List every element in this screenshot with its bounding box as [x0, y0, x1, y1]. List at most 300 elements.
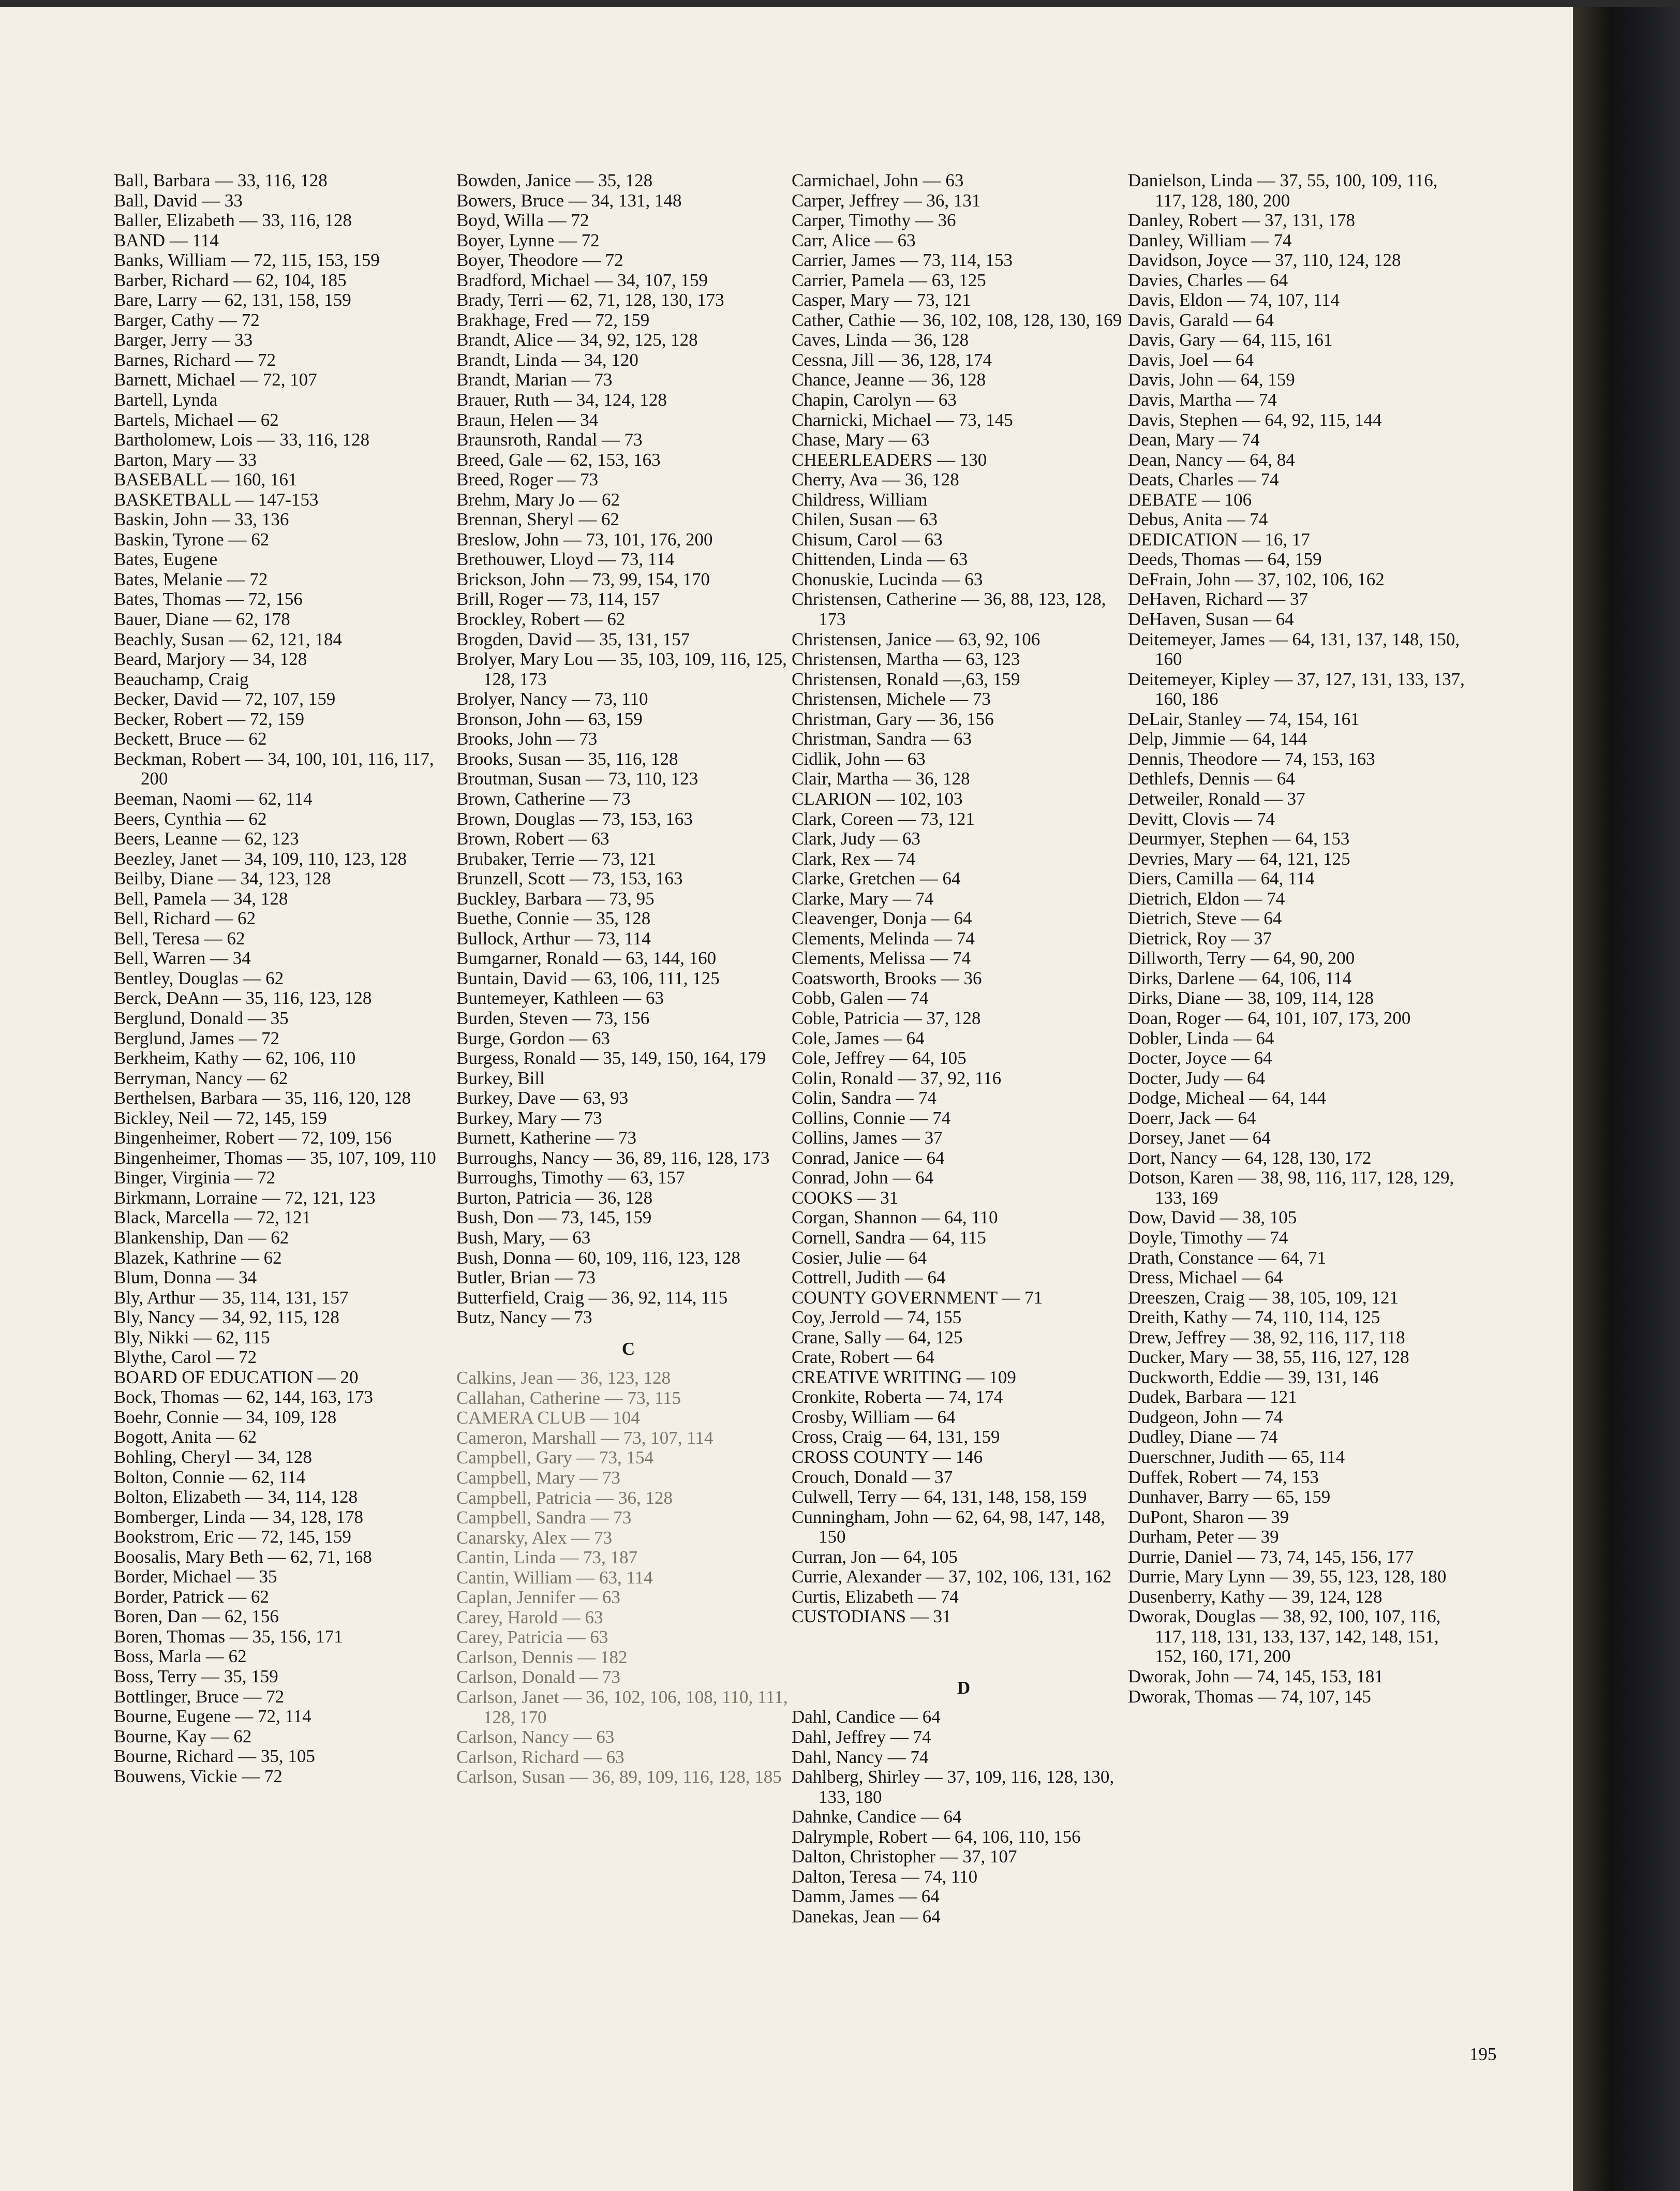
index-entry: Boren, Dan — 62, 156 — [114, 1606, 279, 1627]
index-entry: Cunningham, John — 62, 64, 98, 147, 148, 150 — [792, 1506, 1105, 1547]
index-entry: DeHaven, Susan — 64 — [1128, 609, 1294, 630]
index-entry: Chittenden, Linda — 63 — [792, 549, 968, 570]
index-entry: Burkey, Bill — [456, 1068, 545, 1088]
index-entry: Braun, Helen — 34 — [456, 409, 599, 430]
index-entry: Dreeszen, Craig — 38, 105, 109, 121 — [1128, 1287, 1399, 1308]
index-entry: Doan, Roger — 64, 101, 107, 173, 200 — [1128, 1008, 1411, 1028]
index-entry: Clarke, Gretchen — 64 — [792, 868, 961, 889]
index-entry: Christensen, Catherine — 36, 88, 123, 128, 173 — [792, 589, 1106, 630]
index-entry: Docter, Judy — 64 — [1128, 1068, 1265, 1088]
index-entry: Cole, Jeffrey — 64, 105 — [792, 1048, 967, 1069]
index-entry: Davis, Joel — 64 — [1128, 349, 1254, 370]
index-entry: Cantin, Linda — 73, 187 — [456, 1547, 637, 1568]
index-entry: Berthelsen, Barbara — 35, 116, 120, 128 — [114, 1088, 411, 1108]
index-entry: Broutman, Susan — 73, 110, 123 — [456, 768, 698, 789]
index-entry: Brown, Catherine — 73 — [456, 788, 631, 809]
index-entry: Collins, Connie — 74 — [792, 1107, 951, 1128]
index-entry: Crosby, William — 64 — [792, 1407, 956, 1427]
index-entry: Dalrymple, Robert — 64, 106, 110, 156 — [792, 1826, 1081, 1847]
index-entry: Bates, Thomas — 72, 156 — [114, 589, 303, 610]
index-entry: Bly, Nikki — 62, 115 — [114, 1327, 270, 1348]
index-entry: Dean, Nancy — 64, 84 — [1128, 449, 1295, 470]
index-entry: Dudek, Barbara — 121 — [1128, 1387, 1297, 1408]
index-entry: Bumgarner, Ronald — 63, 144, 160 — [456, 948, 717, 969]
index-entry: Devitt, Clovis — 74 — [1128, 808, 1275, 829]
index-column-3 — [792, 171, 1136, 1927]
index-entry: Damm, James — 64 — [792, 1886, 940, 1907]
index-entry: Chilen, Susan — 63 — [792, 509, 938, 530]
index-entry: Brown, Robert — 63 — [456, 828, 609, 849]
index-entry: Dahl, Candice — 64 — [792, 1707, 941, 1727]
index-entry: Burroughs, Timothy — 63, 157 — [456, 1167, 685, 1188]
index-entry: Carey, Harold — 63 — [456, 1607, 603, 1627]
index-entry: Davis, Garald — 64 — [1128, 309, 1274, 330]
index-entry: Baskin, John — 33, 136 — [114, 509, 289, 530]
index-entry: Dahlberg, Shirley — 37, 109, 116, 128, 130, 133, 180 — [792, 1767, 1114, 1807]
index-entry: Breed, Roger — 73 — [456, 469, 599, 490]
index-entry: Dress, Michael — 64 — [1128, 1267, 1283, 1288]
index-entry: Danley, Robert — 37, 131, 178 — [1128, 210, 1356, 231]
index-entry: Deats, Charles — 74 — [1128, 469, 1279, 490]
index-entry: Blazek, Kathrine — 62 — [114, 1247, 282, 1268]
index-entry: Coble, Patricia — 37, 128 — [792, 1008, 981, 1028]
index-entry: Carrier, Pamela — 63, 125 — [792, 270, 986, 290]
index-entry: CAMERA CLUB — 104 — [456, 1408, 640, 1428]
index-entry: Devries, Mary — 64, 121, 125 — [1128, 848, 1350, 869]
index-entry: COUNTY GOVERNMENT — 71 — [792, 1287, 1043, 1308]
index-entry: Carper, Timothy — 36 — [792, 210, 956, 231]
index-entry: Danekas, Jean — 64 — [792, 1906, 941, 1927]
index-entry: Cameron, Marshall — 73, 107, 114 — [456, 1427, 713, 1448]
index-column-2 — [456, 171, 800, 1787]
index-entry: BOARD OF EDUCATION — 20 — [114, 1367, 359, 1387]
index-entry: Carlson, Janet — 36, 102, 106, 108, 110, 111, 128, 170 — [456, 1687, 788, 1727]
index-entry: Dean, Mary — 74 — [1128, 430, 1260, 450]
index-entry: Diers, Camilla — 64, 114 — [1128, 868, 1315, 889]
index-entry: Blum, Donna — 34 — [114, 1267, 257, 1288]
index-entry: Berck, DeAnn — 35, 116, 123, 128 — [114, 988, 372, 1009]
index-entry: Coy, Jerrold — 74, 155 — [792, 1307, 962, 1328]
index-entry: Bare, Larry — 62, 131, 158, 159 — [114, 290, 351, 310]
index-entry: Boehr, Connie — 34, 109, 128 — [114, 1407, 337, 1427]
index-entry: Collins, James — 37 — [792, 1128, 943, 1148]
index-entry: Becker, David — 72, 107, 159 — [114, 689, 336, 709]
index-entry: Campbell, Gary — 73, 154 — [456, 1447, 654, 1468]
index-entry: Burden, Steven — 73, 156 — [456, 1008, 650, 1028]
index-entry: Brill, Roger — 73, 114, 157 — [456, 589, 660, 610]
index-entry: Corgan, Shannon — 64, 110 — [792, 1207, 998, 1228]
index-entry: Caplan, Jennifer — 63 — [456, 1587, 620, 1608]
index-entry: Dudgeon, John — 74 — [1128, 1407, 1283, 1427]
index-entry: Bourne, Eugene — 72, 114 — [114, 1706, 311, 1727]
index-entry: Berkheim, Kathy — 62, 106, 110 — [114, 1048, 356, 1069]
index-entry: Doyle, Timothy — 74 — [1128, 1227, 1288, 1248]
index-entry: Bell, Warren — 34 — [114, 948, 251, 969]
index-entry: Cleavenger, Donja — 64 — [792, 908, 972, 929]
index-entry: Coatsworth, Brooks — 36 — [792, 968, 982, 988]
index-entry: Conrad, Janice — 64 — [792, 1147, 945, 1168]
index-entry: Christman, Sandra — 63 — [792, 729, 972, 749]
index-entry: Doerr, Jack — 64 — [1128, 1107, 1256, 1128]
index-entry: Brandt, Alice — 34, 92, 125, 128 — [456, 330, 698, 350]
index-entry: Carr, Alice — 63 — [792, 230, 916, 250]
scan-top-edge — [0, 0, 1680, 7]
index-entry: Cather, Cathie — 36, 102, 108, 128, 130, 169 — [792, 309, 1122, 330]
index-entry: Dobler, Linda — 64 — [1128, 1028, 1274, 1048]
index-entry: Barber, Richard — 62, 104, 185 — [114, 270, 347, 290]
index-entry: Brooks, John — 73 — [456, 729, 598, 749]
index-entry: Burnett, Katherine — 73 — [456, 1128, 636, 1148]
entries-d — [792, 1707, 1136, 1927]
index-entry: Brandt, Marian — 73 — [456, 369, 613, 390]
index-entry: Buethe, Connie — 35, 128 — [456, 908, 651, 929]
index-entry: Carlson, Dennis — 182 — [456, 1647, 628, 1667]
index-entry: Bolton, Elizabeth — 34, 114, 128 — [114, 1487, 358, 1507]
index-column-1 — [114, 171, 458, 1786]
index-entry: Bell, Teresa — 62 — [114, 928, 245, 949]
section-letter-c: C — [621, 1338, 635, 1359]
index-entry: Boosalis, Mary Beth — 62, 71, 168 — [114, 1546, 372, 1567]
index-entry: Bauer, Diane — 62, 178 — [114, 609, 290, 630]
index-entry: Becker, Robert — 72, 159 — [114, 708, 304, 729]
index-entry: Beachly, Susan — 62, 121, 184 — [114, 629, 343, 649]
index-entry: Bentley, Douglas — 62 — [114, 968, 284, 988]
index-entry: Cantin, William — 63, 114 — [456, 1567, 653, 1588]
index-entry: Ball, David — 33 — [114, 190, 243, 211]
index-entry: Drath, Constance — 64, 71 — [1128, 1247, 1326, 1268]
index-entry: Burroughs, Nancy — 36, 89, 116, 128, 173 — [456, 1147, 770, 1168]
index-entry: Boyer, Lynne — 72 — [456, 230, 600, 250]
index-entry: Davidson, Joyce — 37, 110, 124, 128 — [1128, 250, 1401, 271]
index-entry: CROSS COUNTY — 146 — [792, 1447, 983, 1467]
index-entry: Dworak, Douglas — 38, 92, 100, 107, 116, 117, 118, 131, 133, 137, 142, 148, 151, 152, 160, 171, 200 — [1128, 1606, 1441, 1667]
index-entry: Crouch, Donald — 37 — [792, 1467, 953, 1487]
index-entry: Dusenberry, Kathy — 39, 124, 128 — [1128, 1586, 1382, 1607]
index-entry: Colin, Ronald — 37, 92, 116 — [792, 1068, 1002, 1088]
index-entry: Beeman, Naomi — 62, 114 — [114, 788, 313, 809]
index-entry: Dunhaver, Barry — 65, 159 — [1128, 1487, 1331, 1507]
index-entry: Beers, Cynthia — 62 — [114, 808, 267, 829]
index-entry: Birkmann, Lorraine — 72, 121, 123 — [114, 1187, 376, 1208]
index-entry: Canarsky, Alex — 73 — [456, 1527, 613, 1548]
index-entry: Burton, Patricia — 36, 128 — [456, 1187, 653, 1208]
index-entry: Cessna, Jill — 36, 128, 174 — [792, 349, 992, 370]
index-entry: CUSTODIANS — 31 — [792, 1606, 951, 1627]
index-entry: Bourne, Kay — 62 — [114, 1726, 252, 1746]
index-entry: Butterfield, Craig — 36, 92, 114, 115 — [456, 1287, 728, 1308]
index-entry: CLARION — 102, 103 — [792, 788, 963, 809]
index-entry: Boyer, Theodore — 72 — [456, 250, 623, 271]
index-entry: Chapin, Carolyn — 63 — [792, 390, 957, 410]
index-entry: Cross, Craig — 64, 131, 159 — [792, 1427, 1000, 1447]
index-entry: Conrad, John — 64 — [792, 1167, 934, 1188]
index-entry: Baller, Elizabeth — 33, 116, 128 — [114, 210, 352, 231]
index-entry: Chonuskie, Lucinda — 63 — [792, 569, 983, 589]
index-entry: Beckman, Robert — 34, 100, 101, 116, 117, 200 — [114, 748, 434, 789]
index-entry: Brockley, Robert — 62 — [456, 609, 626, 630]
index-entry: Campbell, Mary — 73 — [456, 1468, 620, 1488]
index-entry: Bickley, Neil — 72, 145, 159 — [114, 1107, 327, 1128]
index-entry: Bullock, Arthur — 73, 114 — [456, 928, 651, 949]
index-entry: Chisum, Carol — 63 — [792, 529, 943, 550]
index-entry: Cosier, Julie — 64 — [792, 1247, 927, 1268]
index-entry: Berglund, James — 72 — [114, 1028, 280, 1048]
index-entry: Dalton, Teresa — 74, 110 — [792, 1866, 978, 1887]
index-entry: Curran, Jon — 64, 105 — [792, 1546, 958, 1567]
index-entry: Boyd, Willa — 72 — [456, 210, 589, 231]
index-entry: Bly, Arthur — 35, 114, 131, 157 — [114, 1287, 349, 1308]
entries-c-continued — [792, 171, 1136, 1627]
index-entry: Drew, Jeffrey — 38, 92, 116, 117, 118 — [1128, 1327, 1405, 1348]
index-entry: DEDICATION — 16, 17 — [1128, 529, 1310, 550]
index-entry: Debus, Anita — 74 — [1128, 509, 1268, 530]
index-entry: Clements, Melinda — 74 — [792, 928, 975, 949]
index-entry: Black, Marcella — 72, 121 — [114, 1207, 311, 1228]
index-entry: Brolyer, Nancy — 73, 110 — [456, 689, 648, 709]
index-entry: Dietrick, Roy — 37 — [1128, 928, 1272, 949]
index-column-4 — [1128, 171, 1472, 1707]
index-entry: Bush, Don — 73, 145, 159 — [456, 1207, 652, 1228]
index-entry: Burgess, Ronald — 35, 149, 150, 164, 179 — [456, 1048, 766, 1069]
index-entry: Ducker, Mary — 38, 55, 116, 127, 128 — [1128, 1347, 1409, 1368]
index-entry: Carey, Patricia — 63 — [456, 1627, 608, 1648]
index-entry: Christensen, Ronald —,63, 159 — [792, 669, 1020, 689]
index-entry: Banks, William — 72, 115, 153, 159 — [114, 250, 380, 271]
index-entry: Clark, Judy — 63 — [792, 828, 920, 849]
index-entry: Buckley, Barbara — 73, 95 — [456, 888, 655, 909]
index-entry: Danielson, Linda — 37, 55, 100, 109, 116, 117, 128, 180, 200 — [1128, 170, 1438, 211]
index-entry: Beauchamp, Craig — [114, 669, 249, 689]
index-entry: Carlson, Donald — 73 — [456, 1667, 620, 1687]
index-entry: Crate, Robert — 64 — [792, 1347, 935, 1368]
index-entry: Crane, Sally — 64, 125 — [792, 1327, 963, 1348]
index-entry: Braunsroth, Randal — 73 — [456, 430, 643, 450]
index-entry: DeHaven, Richard — 37 — [1128, 589, 1308, 610]
index-entry: Berglund, Donald — 35 — [114, 1008, 289, 1028]
index-entry: Binger, Virginia — 72 — [114, 1167, 276, 1188]
index-entry: Boss, Marla — 62 — [114, 1646, 247, 1667]
index-entry: Bush, Mary, — 63 — [456, 1227, 591, 1248]
index-entry: Deeds, Thomas — 64, 159 — [1128, 549, 1322, 570]
index-entry: Cottrell, Judith — 64 — [792, 1267, 946, 1288]
index-entry: Cole, James — 64 — [792, 1028, 925, 1048]
index-entry: Brady, Terri — 62, 71, 128, 130, 173 — [456, 290, 724, 310]
index-entry: Detweiler, Ronald — 37 — [1128, 788, 1305, 809]
index-entry: Dodge, Micheal — 64, 144 — [1128, 1088, 1326, 1108]
index-entry: Culwell, Terry — 64, 131, 148, 158, 159 — [792, 1487, 1087, 1507]
index-entry: Burkey, Mary — 73 — [456, 1107, 602, 1128]
index-entry: Chase, Mary — 63 — [792, 430, 930, 450]
index-entry: Bourne, Richard — 35, 105 — [114, 1746, 315, 1767]
index-entry: Bush, Donna — 60, 109, 116, 123, 128 — [456, 1247, 740, 1268]
index-entry: Cornell, Sandra — 64, 115 — [792, 1227, 986, 1248]
index-entry: Duffek, Robert — 74, 153 — [1128, 1467, 1319, 1487]
index-entry: Butz, Nancy — 73 — [456, 1307, 592, 1328]
index-entry: Bowden, Janice — 35, 128 — [456, 170, 653, 190]
index-entry: Clark, Rex — 74 — [792, 848, 916, 869]
index-entry: Dworak, Thomas — 74, 107, 145 — [1128, 1686, 1371, 1707]
index-entry: Bradford, Michael — 34, 107, 159 — [456, 270, 708, 290]
index-entry: Christensen, Janice — 63, 92, 106 — [792, 629, 1040, 649]
index-entry: Carmichael, John — 63 — [792, 170, 964, 190]
index-entry: Bingenheimer, Thomas — 35, 107, 109, 110 — [114, 1147, 436, 1168]
index-entry: Carlson, Susan — 36, 89, 109, 116, 128, 185 — [456, 1767, 782, 1787]
index-entry: Deitemeyer, James — 64, 131, 137, 148, 150, 160 — [1128, 629, 1460, 670]
index-entry: Curtis, Elizabeth — 74 — [792, 1586, 959, 1607]
index-entry: Colin, Sandra — 74 — [792, 1088, 936, 1108]
index-entry: Brooks, Susan — 35, 116, 128 — [456, 748, 678, 769]
index-entry: Bronson, John — 63, 159 — [456, 708, 643, 729]
index-entry: Ball, Barbara — 33, 116, 128 — [114, 170, 328, 190]
index-entry: Carlson, Richard — 63 — [456, 1746, 625, 1767]
index-entry: Bouwens, Vickie — 72 — [114, 1766, 283, 1786]
section-spacer — [792, 1627, 1136, 1667]
index-entry: Clair, Martha — 36, 128 — [792, 768, 970, 789]
index-entry: BASKETBALL — 147-153 — [114, 489, 319, 510]
index-entry: Butler, Brian — 73 — [456, 1267, 596, 1288]
index-entry: Dotson, Karen — 38, 98, 116, 117, 128, 129, 133, 169 — [1128, 1167, 1454, 1208]
index-entry: Beezley, Janet — 34, 109, 110, 123, 128 — [114, 848, 407, 869]
index-entry: Berryman, Nancy — 62 — [114, 1068, 288, 1088]
index-entry: Bohling, Cheryl — 34, 128 — [114, 1447, 313, 1467]
index-entry: Dahnke, Candice — 64 — [792, 1807, 962, 1827]
index-entry: Brogden, David — 35, 131, 157 — [456, 629, 690, 649]
index-entry: Dahl, Nancy — 74 — [792, 1746, 929, 1767]
index-entry: Beers, Leanne — 62, 123 — [114, 828, 299, 849]
index-entry: Boss, Terry — 35, 159 — [114, 1666, 278, 1687]
index-entry: Brakhage, Fred — 72, 159 — [456, 309, 650, 330]
index-entry: Burkey, Dave — 63, 93 — [456, 1088, 629, 1108]
index-entry: Chance, Jeanne — 36, 128 — [792, 369, 986, 390]
index-entry: Bell, Richard — 62 — [114, 908, 256, 929]
index-entry: Brethouwer, Lloyd — 73, 114 — [456, 549, 675, 570]
index-entry: DeFrain, John — 37, 102, 106, 162 — [1128, 569, 1385, 589]
index-entry: Boren, Thomas — 35, 156, 171 — [114, 1626, 343, 1647]
index-entry: Dalton, Christopher — 37, 107 — [792, 1846, 1017, 1867]
index-entry: Bomberger, Linda — 34, 128, 178 — [114, 1506, 364, 1527]
index-entry: DEBATE — 106 — [1128, 489, 1252, 510]
index-entry: Christensen, Martha — 63, 123 — [792, 649, 1020, 670]
index-entry: Durrie, Daniel — 73, 74, 145, 156, 177 — [1128, 1546, 1414, 1567]
index-entry: Barnes, Richard — 72 — [114, 349, 276, 370]
index-entry: Childress, William — [792, 489, 928, 510]
index-entry: Beckett, Bruce — 62 — [114, 729, 267, 749]
index-entry: Barger, Jerry — 33 — [114, 330, 253, 350]
index-entry: Dudley, Diane — 74 — [1128, 1427, 1278, 1447]
index-entry: Durham, Peter — 39 — [1128, 1527, 1279, 1547]
index-entry: Brickson, John — 73, 99, 154, 170 — [456, 569, 710, 589]
index-entry: Buntemeyer, Kathleen — 63 — [456, 988, 664, 1009]
index-entry: Davis, John — 64, 159 — [1128, 369, 1295, 390]
index-entry: Bogott, Anita — 62 — [114, 1427, 257, 1447]
index-entry: Bock, Thomas — 62, 144, 163, 173 — [114, 1387, 374, 1408]
index-entry: Calkins, Jean — 36, 123, 128 — [456, 1368, 671, 1388]
index-entry: Dirks, Diane — 38, 109, 114, 128 — [1128, 988, 1374, 1009]
index-entry: Dworak, John — 74, 145, 153, 181 — [1128, 1666, 1384, 1687]
index-entry: Brubaker, Terrie — 73, 121 — [456, 848, 657, 869]
index-entry: Bly, Nancy — 34, 92, 115, 128 — [114, 1307, 339, 1328]
index-entry: Border, Michael — 35 — [114, 1566, 277, 1587]
index-entry: Clarke, Mary — 74 — [792, 888, 934, 909]
index-entry: Bottlinger, Bruce — 72 — [114, 1686, 285, 1707]
index-entry: Carper, Jeffrey — 36, 131 — [792, 190, 981, 211]
index-entry: Docter, Joyce — 64 — [1128, 1048, 1272, 1069]
index-entry: CHEERLEADERS — 130 — [792, 449, 987, 470]
index-entry: Clements, Melissa — 74 — [792, 948, 971, 969]
index-entry: BAND — 114 — [114, 230, 219, 250]
index-entry: Brauer, Ruth — 34, 124, 128 — [456, 390, 667, 410]
index-entry: Bell, Pamela — 34, 128 — [114, 888, 288, 909]
index-entry: Charnicki, Michael — 73, 145 — [792, 409, 1013, 430]
index-entry: Campbell, Patricia — 36, 128 — [456, 1487, 673, 1508]
index-entry: Bates, Melanie — 72 — [114, 569, 268, 589]
index-entry: Brandt, Linda — 34, 120 — [456, 349, 638, 370]
index-entry: Border, Patrick — 62 — [114, 1586, 269, 1607]
index-entry: Currie, Alexander — 37, 102, 106, 131, 162 — [792, 1566, 1112, 1587]
index-entry: Beilby, Diane — 34, 123, 128 — [114, 868, 331, 889]
index-entry: Dietrich, Eldon — 74 — [1128, 888, 1285, 909]
index-entry: Delp, Jimmie — 64, 144 — [1128, 729, 1307, 749]
index-entry: Brown, Douglas — 73, 153, 163 — [456, 808, 693, 829]
index-entry: Bartels, Michael — 62 — [114, 409, 279, 430]
index-entry: BASEBALL — 160, 161 — [114, 469, 298, 490]
index-entry: Bolton, Connie — 62, 114 — [114, 1467, 306, 1487]
index-entry: Dethlefs, Dennis — 64 — [1128, 768, 1295, 789]
index-entry: Brennan, Sheryl — 62 — [456, 509, 619, 530]
index-entry: Bates, Eugene — [114, 549, 218, 570]
index-entry: Cherry, Ava — 36, 128 — [792, 469, 959, 490]
index-entry: Dillworth, Terry — 64, 90, 200 — [1128, 948, 1355, 969]
index-entry: Davis, Martha — 74 — [1128, 390, 1277, 410]
index-entry: Deitemeyer, Kipley — 37, 127, 131, 133, 137, 160, 186 — [1128, 669, 1465, 709]
index-entry: Campbell, Sandra — 73 — [456, 1507, 632, 1528]
book-binding — [1573, 0, 1680, 2191]
index-entry: CREATIVE WRITING — 109 — [792, 1367, 1016, 1387]
index-entry: Dennis, Theodore — 74, 153, 163 — [1128, 748, 1375, 769]
index-entry: Breslow, John — 73, 101, 176, 200 — [456, 529, 713, 550]
index-entry: Cobb, Galen — 74 — [792, 988, 929, 1009]
index-entry: Davis, Gary — 64, 115, 161 — [1128, 330, 1333, 350]
index-entry: Callahan, Catherine — 73, 115 — [456, 1387, 681, 1408]
index-entry: DuPont, Sharon — 39 — [1128, 1506, 1289, 1527]
index-entry: Dietrich, Steve — 64 — [1128, 908, 1282, 929]
index-entry: Baskin, Tyrone — 62 — [114, 529, 270, 550]
index-entry: Clark, Coreen — 73, 121 — [792, 808, 975, 829]
index-entry: Casper, Mary — 73, 121 — [792, 290, 971, 310]
index-entry: Barnett, Michael — 72, 107 — [114, 369, 317, 390]
index-entry: Christman, Gary — 36, 156 — [792, 708, 994, 729]
index-entry: Duckworth, Eddie — 39, 131, 146 — [1128, 1367, 1379, 1387]
index-entry: Bartell, Lynda — [114, 390, 218, 410]
section-letter-d: D — [957, 1677, 971, 1698]
index-entry: Dahl, Jeffrey — 74 — [792, 1727, 931, 1748]
index-entry: Brunzell, Scott — 73, 153, 163 — [456, 868, 683, 889]
index-entry: Dort, Nancy — 64, 128, 130, 172 — [1128, 1147, 1372, 1168]
index-entry: Blankenship, Dan — 62 — [114, 1227, 289, 1248]
index-entry: Brolyer, Mary Lou — 35, 103, 109, 116, 125, 128, 173 — [456, 649, 787, 689]
index-entry: Cidlik, John — 63 — [792, 748, 926, 769]
entries-b-continued — [456, 171, 800, 1328]
index-entry: Caves, Linda — 36, 128 — [792, 330, 969, 350]
index-entry: Danley, William — 74 — [1128, 230, 1292, 250]
index-entry: COOKS — 31 — [792, 1187, 899, 1208]
index-entry: Dow, David — 38, 105 — [1128, 1207, 1297, 1228]
index-entry: Durrie, Mary Lynn — 39, 55, 123, 128, 180 — [1128, 1566, 1447, 1587]
index-entry: Davis, Eldon — 74, 107, 114 — [1128, 290, 1340, 310]
index-entry: Carlson, Nancy — 63 — [456, 1727, 615, 1748]
index-entry: Bartholomew, Lois — 33, 116, 128 — [114, 430, 370, 450]
page-number: 195 — [1469, 2044, 1497, 2064]
